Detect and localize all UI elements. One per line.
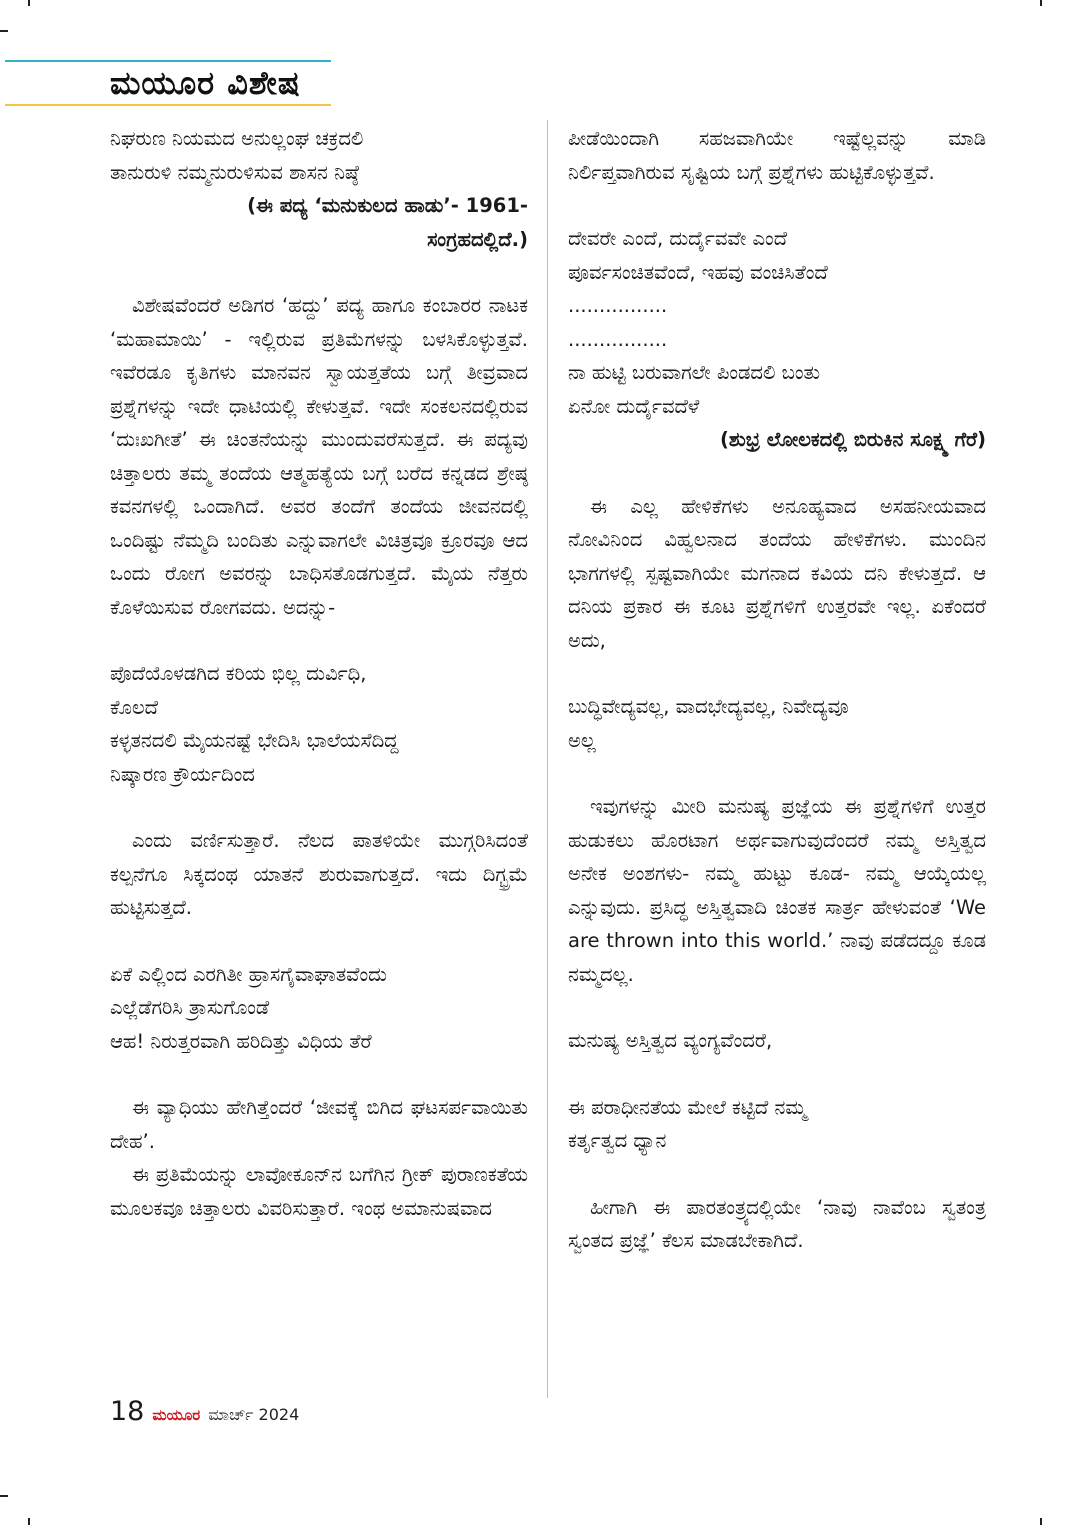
- verse-line: ತಾನುರುಳಿ ನಮ್ಮನುರುಳಿಸುವ ಶಾಸನ ನಿಷ್ಠೆ: [110, 160, 359, 184]
- right-column: [568, 122, 986, 1258]
- crop-mark: [0, 1495, 8, 1497]
- source-note: (ಈ ಪದ್ಯ ‘ಮನುಕುಲದ ಹಾಡು’- 1961-: [247, 194, 528, 217]
- body-paragraph: ಈ ಪ್ರತಿಮೆಯನ್ನು ಲಾವೋಕೂನ್‌ನ ಬಗೆಗಿನ ಗ್ರೀಕ್ ಪುರಾಣಕತೆಯ ಮೂಲಕವೂ ಚಿತ್ತಾಲರು ವಿವರಿಸುತ್ತಾರೆ. ಇಂಥ ಅಮಾನುಷವಾದ: [110, 1163, 528, 1220]
- source-note: (ಶುಭ್ರ ಲೋಲಕದಲ್ಲಿ ಬಿರುಕಿನ ಸೂಕ್ಷ್ಮ ಗೆರೆ): [719, 428, 986, 451]
- magazine-logo: ಮಯೂರ: [152, 1406, 201, 1424]
- verse-line: ಎಲ್ಲೆಡೆಗರಿಸಿ ತ್ರಾಸುಗೊಂಡೆ: [110, 996, 270, 1019]
- header-accent-rule-bottom: [5, 104, 331, 106]
- verse-line: ಕರ್ತೃತ್ವದ ಧ್ಯಾನ: [568, 1129, 667, 1152]
- verse-line: ಏನೋ ದುರ್ದೈವದೆಳೆ: [568, 394, 700, 418]
- verse-line: ಆಹ! ನಿರುತ್ತರವಾಗಿ ಹರಿದಿತ್ತು ವಿಧಿಯ ತೆರೆ: [110, 1029, 372, 1053]
- verse-line: ನಿಷ್ಕಾರಣ ಕ್ರೌರ್ಯದಿಂದ: [110, 762, 255, 786]
- ellipsis-line: ................: [568, 327, 668, 351]
- verse-line: ಏಕೆ ಎಲ್ಲಿಂದ ಎರಗಿತೀ ಹ್ರಾಸಗೈವಾಘಾತವೆಂದು: [110, 962, 387, 986]
- verse-line: ನಾ ಹುಟ್ಟಿ ಬರುವಾಗಲೇ ಪಿಂಡದಲಿ ಬಂತು: [568, 361, 821, 384]
- crop-mark: [28, 0, 30, 6]
- crop-mark: [1040, 1518, 1042, 1525]
- verse-line: ನಿಘರುಣ ನಿಯಮದ ಅನುಲ್ಲಂಘ ಚಕ್ರದಲಿ: [110, 127, 364, 150]
- verse-line: ಕಳ್ಳತನದಲಿ ಮೈಯನಷ್ಟೆ ಭೇದಿಸಿ ಭಾಲೆಯಸೆದಿದ್ದ: [110, 729, 399, 752]
- page-number: 18: [110, 1396, 145, 1427]
- body-paragraph: ಈ ಎಲ್ಲ ಹೇಳಿಕೆಗಳು ಅನೂಹ್ಯವಾದ ಅಸಹನೀಯವಾದ ನೋವಿನಿಂದ ವಿಹ್ವಲನಾದ ತಂದೆಯ ಹೇಳಿಕೆಗಳು. ಮುಂದಿನ ಭಾಗಗಳಲ್ಲಿ ಸ್ಪಷ್ಟವಾಗಿಯೇ ಮಗನಾದ ಕವಿಯ ದನಿ ಕೇಳುತ್ತದೆ. ಆ ದನಿಯ ಪ್ರಕಾರ ಈ ಕೂಟ ಪ್ರಶ್ನೆಗಳಿಗೆ ಉತ್ತರವೇ ಇಲ್ಲ. ಏಕೆಂದರೆ ಅದು,: [568, 494, 986, 652]
- page-footer: [110, 1396, 299, 1427]
- body-paragraph: ಇವುಗಳನ್ನು ಮೀರಿ ಮನುಷ್ಯ ಪ್ರಜ್ಞೆಯ ಈ ಪ್ರಶ್ನೆಗಳಿಗೆ ಉತ್ತರ ಹುಡುಕಲು ಹೊರಟಾಗ ಅರ್ಥವಾಗುವುದೆಂದರೆ ನಮ್ಮ ಅಸ್ತಿತ್ವದ ಅನೇಕ ಅಂಶಗಳು- ನಮ್ಮ ಹುಟ್ಟು ಕೂಡ- ನಮ್ಮ ಆಯ್ಕೆಯಲ್ಲ ಎನ್ನುವುದು. ಪ್ರಸಿದ್ಧ ಅಸ್ತಿತ್ವವಾದಿ ಚಿಂತಕ ಸಾರ್ತ್ರ ಹೇಳುವಂತೆ ‘We are thrown into this world.’ ನಾವು ಪಡೆದದ್ದೂ ಕೂಡ ನಮ್ಮದಲ್ಲ.: [568, 795, 986, 986]
- left-column: [110, 122, 528, 1225]
- body-paragraph: ವಿಶೇಷವೆಂದರೆ ಅಡಿಗರ ‘ಹದ್ದು’ ಪದ್ಯ ಹಾಗೂ ಕಂಬಾರರ ನಾಟಕ ‘ಮಹಾಮಾಯಿ’ - ಇಲ್ಲಿರುವ ಪ್ರತಿಮೆಗಳನ್ನು ಬಳಸಿಕೊಳ್ಳುತ್ತವೆ. ಇವೆರಡೂ ಕೃತಿಗಳು ಮಾನವನ ಸ್ವಾಯತ್ತತೆಯ ಬಗ್ಗೆ ತೀವ್ರವಾದ ಪ್ರಶ್ನೆಗಳನ್ನು ಇದೇ ಧಾಟಿಯಲ್ಲಿ ಕೇಳುತ್ತವೆ. ಇದೇ ಸಂಕಲನದಲ್ಲಿರುವ ‘ದುಃಖಗೀತೆ’ ಈ ಚಿಂತನೆಯನ್ನು ಮುಂದುವರೆಸುತ್ತದೆ. ಈ ಪದ್ಯವು ಚಿತ್ತಾಲರು ತಮ್ಮ ತಂದೆಯ ಆತ್ಮಹತ್ಯೆಯ ಬಗ್ಗೆ ಬರೆದ ಕನ್ನಡದ ಶ್ರೇಷ್ಠ ಕವನಗಳಲ್ಲಿ ಒಂದಾಗಿದೆ. ಅವರ ತಂದೆಗೆ ತಂದೆಯ ಜೀವನದಲ್ಲಿ ಒಂದಿಷ್ಟು ನೆಮ್ಮದಿ ಬಂದಿತು ಎನ್ನುವಾಗಲೇ ವಿಚಿತ್ರವೂ ಕ್ರೂರವೂ ಆದ ಒಂದು ರೋಗ ಅವರನ್ನು ಬಾಧಿಸತೊಡಗುತ್ತದೆ. ಮೈಯ ನೆತ್ತರು ಕೊಳೆಯಿಸುವ ರೋಗವದು. ಅದನ್ನು-: [110, 294, 528, 619]
- body-paragraph: ಪೀಡೆಯಿಂದಾಗಿ ಸಹಜವಾಗಿಯೇ ಇಷ್ಟೆಲ್ಲವನ್ನು ಮಾಡಿ ನಿರ್ಲಿಪ್ತವಾಗಿರುವ ಸೃಷ್ಟಿಯ ಬಗ್ಗೆ ಪ್ರಶ್ನೆಗಳು ಹುಟ್ಟಿಕೊಳ್ಳುತ್ತವೆ.: [568, 127, 986, 184]
- verse-line: ಬುದ್ಧಿವೇದ್ಯವಲ್ಲ, ವಾದಭೇದ್ಯವಲ್ಲ, ನಿವೇದ್ಯವೂ: [568, 695, 849, 718]
- ellipsis-line: ................: [568, 294, 668, 317]
- verse-line: ಈ ಪರಾಧೀನತೆಯ ಮೇಲೆ ಕಟ್ಟಿದೆ ನಮ್ಮ: [568, 1095, 807, 1119]
- verse-line: ಕೊಲದೆ: [110, 695, 159, 719]
- verse-line: ಪೂರ್ವಸಂಚಿತವೆಂದೆ, ಇಹವು ವಂಚಿಸಿತೆಂದೆ: [568, 260, 828, 284]
- column-divider: [547, 120, 548, 1398]
- body-paragraph: ಮನುಷ್ಯ ಅಸ್ತಿತ್ವದ ವ್ಯಂಗ್ಯವೆಂದರೆ,: [568, 1029, 773, 1052]
- verse-line: ದೇವರೇ ಎಂದೆ, ದುರ್ದೈವವೇ ಎಂದೆ: [568, 227, 788, 250]
- crop-mark: [28, 1518, 30, 1525]
- crop-mark: [0, 30, 8, 32]
- crop-mark: [1040, 0, 1042, 6]
- verse-line: ಪೊದೆಯೊಳಡಗಿದ ಕರಿಯ ಭಿಲ್ಲ ದುರ್ವಿಧಿ,: [110, 662, 367, 685]
- issue-date: ಮಾರ್ಚ್ 2024: [208, 1405, 300, 1424]
- body-paragraph: ಹೀಗಾಗಿ ಈ ಪಾರತಂತ್ರ್ಯದಲ್ಲಿಯೇ ‘ನಾವು ನಾವೆಂಬ ಸ್ವತಂತ್ರ ಸ್ವಂತದ ಪ್ರಜ್ಞೆ’ ಕೆಲಸ ಮಾಡಬೇಕಾಗಿದೆ.: [568, 1195, 986, 1252]
- header-accent-rule-top: [5, 60, 331, 62]
- section-title: ಮಯೂರ ವಿಶೇಷ: [110, 64, 301, 102]
- verse-line: ಅಲ್ಲ: [568, 728, 596, 752]
- source-note: ಸಂಗ್ರಹದಲ್ಲಿದೆ.): [427, 227, 528, 251]
- body-paragraph: ಈ ವ್ಯಾಧಿಯು ಹೇಗಿತ್ತೆಂದರೆ ‘ಜೀವಕ್ಕೆ ಬಿಗಿದ ಘಟಸರ್ಪವಾಯಿತು ದೇಹ’.: [110, 1096, 528, 1153]
- body-paragraph: ಎಂದು ವರ್ಣಿಸುತ್ತಾರೆ. ನೆಲದ ಪಾತಳಿಯೇ ಮುಗ್ಗರಿಸಿದಂತೆ ಕಲ್ಪನೆಗೂ ಸಿಕ್ಕದಂಥ ಯಾತನೆ ಶುರುವಾಗುತ್ತದೆ. ಇದು ದಿಗ್ಭ್ರಮೆ ಹುಟ್ಟಿಸುತ್ತದೆ.: [110, 829, 528, 919]
